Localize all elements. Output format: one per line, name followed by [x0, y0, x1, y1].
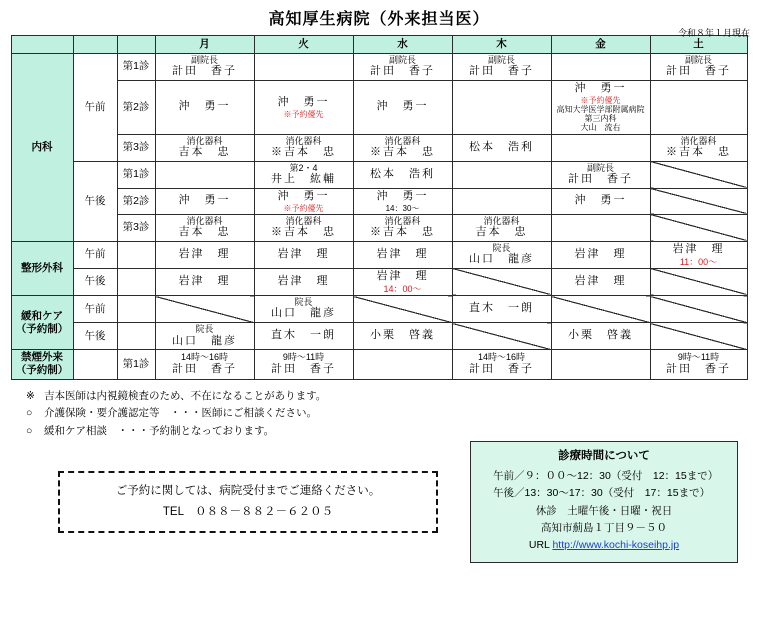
- schedule-cell-mon: 岩津 理: [155, 241, 254, 268]
- clinic-address: 高知市薊島１丁目９－５０: [541, 521, 667, 534]
- schedule-cell-sat: 消化器科 ※吉本 忠: [650, 134, 747, 161]
- schedule-cell-mon: 岩津 理: [155, 268, 254, 295]
- reservation-box: [58, 471, 438, 533]
- schedule-cell-sat: 岩津 理 11：00～: [650, 241, 747, 268]
- schedule-cell-mon: 副院長 計田 香子: [155, 54, 254, 81]
- note-mark: ※: [26, 389, 35, 402]
- schedule-cell-wed: 沖 勇一: [353, 81, 452, 135]
- schedule-cell-fri: [551, 296, 650, 323]
- schedule-cell-mon: [155, 161, 254, 188]
- clinic-number: [117, 323, 155, 350]
- clinic-number: [117, 268, 155, 295]
- schedule-cell-fri: 沖 勇一 ※予約優先 高知大学医学部附属病院 第三内科 大山 流右: [551, 81, 650, 135]
- table-row: [11, 81, 747, 135]
- ampm-label-pm: 午後: [73, 161, 117, 241]
- schedule-cell-wed: [353, 296, 452, 323]
- schedule-cell-thu: 院長 山口 龍彦: [452, 241, 551, 268]
- schedule-cell-tue: 岩津 理: [254, 241, 353, 268]
- column-header-thu: 木: [452, 36, 551, 54]
- clinic-hours-title: 診療時間について: [558, 450, 650, 463]
- clinic-number: [117, 296, 155, 323]
- clinic-hours-closed: 休診 土曜午後・日曜・祝日: [535, 504, 673, 517]
- table-row: [11, 161, 747, 188]
- schedule-cell-wed: [353, 350, 452, 379]
- schedule-cell-sat: [650, 188, 747, 214]
- reservation-phone: TEL ０８８－８８２－６２０５: [162, 506, 334, 519]
- schedule-cell-sat: [650, 81, 747, 135]
- schedule-cell-fri: 小栗 啓義: [551, 323, 650, 350]
- table-row: [11, 134, 747, 161]
- notes-list: [26, 388, 758, 442]
- schedule-cell-tue: 第2・4 井上 紘輔: [254, 161, 353, 188]
- schedule-cell-fri: 沖 勇一: [551, 188, 650, 214]
- column-header-fri: 金: [551, 36, 650, 54]
- schedule-cell-tue: 直木 一朗: [254, 323, 353, 350]
- ampm-label-am: 午前: [73, 241, 117, 268]
- schedule-cell-mon: 14時～16時 計田 香子: [155, 350, 254, 379]
- schedule-cell-mon: 消化器科 吉本 忠: [155, 214, 254, 241]
- page-title: 高知厚生病院（外来担当医）: [268, 11, 490, 28]
- schedule-cell-wed: 消化器科 ※吉本 忠: [353, 134, 452, 161]
- table-row: [11, 241, 747, 268]
- schedule-cell-fri: [551, 350, 650, 379]
- table-header-row: [11, 36, 747, 54]
- schedule-cell-wed: 岩津 理 14：00～: [353, 268, 452, 295]
- schedule-cell-fri: 副院長 計田 香子: [551, 161, 650, 188]
- note-item: [26, 423, 758, 441]
- clinic-number: 第3診: [117, 134, 155, 161]
- clinic-number: 第2診: [117, 81, 155, 135]
- table-row: [11, 323, 747, 350]
- schedule-cell-thu: 松本 浩利: [452, 134, 551, 161]
- schedule-cell-mon: 沖 勇一: [155, 81, 254, 135]
- ampm-label-am: 午前: [73, 54, 117, 162]
- schedule-cell-sat: [650, 323, 747, 350]
- schedule-cell-fri: [551, 214, 650, 241]
- table-row: [11, 296, 747, 323]
- table-row: [11, 188, 747, 214]
- clinic-url-row: [479, 537, 729, 554]
- ampm-label-pm: 午後: [73, 268, 117, 295]
- schedule-cell-sat: [650, 268, 747, 295]
- clinic-hours-morning: 午前／９：００～12：30（受付 12：15まで）: [493, 470, 719, 482]
- clinic-number: 第2診: [117, 188, 155, 214]
- note-mark: ○: [26, 425, 33, 438]
- clinic-number: 第3診: [117, 214, 155, 241]
- column-header-mon: 月: [155, 36, 254, 54]
- schedule-cell-thu: [452, 161, 551, 188]
- schedule-cell-wed: 沖 勇一 14：30～: [353, 188, 452, 214]
- schedule-cell-tue: [254, 54, 353, 81]
- note-text: 吉本医師は内視鏡検査のため、不在になることがあります。: [44, 389, 327, 402]
- clinic-website-link[interactable]: http://www.kochi-koseihp.jp: [552, 539, 680, 552]
- note-text: 緩和ケア相談 ・・・予約制となっております。: [44, 425, 275, 438]
- schedule-cell-mon: [155, 296, 254, 323]
- schedule-cell-fri: 岩津 理: [551, 241, 650, 268]
- schedule-cell-wed: 小栗 啓義: [353, 323, 452, 350]
- schedule-body: [11, 54, 747, 380]
- url-label: URL: [528, 539, 550, 552]
- schedule-cell-sat: 9時～11時 計田 香子: [650, 350, 747, 379]
- reservation-line-1: ご予約に関しては、病院受付までご連絡ください。: [115, 485, 381, 498]
- schedule-cell-wed: 松本 浩利: [353, 161, 452, 188]
- as-of-date: 令和８年１月現在: [677, 28, 750, 38]
- table-row: [11, 214, 747, 241]
- dept-label: 整形外科: [11, 241, 73, 295]
- schedule-cell-thu: 直木 一朗: [452, 296, 551, 323]
- schedule-cell-wed: 消化器科 ※吉本 忠: [353, 214, 452, 241]
- schedule-cell-sat: 副院長 計田 香子: [650, 54, 747, 81]
- bottom-section: [0, 447, 758, 567]
- corner-cell: [11, 36, 73, 54]
- schedule-cell-tue: 沖 勇一 ※予約優先: [254, 188, 353, 214]
- dept-label: 禁煙外来 （予約制）: [11, 350, 73, 379]
- schedule-cell-tue: 9時～11時 計田 香子: [254, 350, 353, 379]
- schedule-cell-sat: [650, 214, 747, 241]
- corner-cell-2: [73, 36, 117, 54]
- column-header-tue: 火: [254, 36, 353, 54]
- schedule-cell-tue: 消化器科 ※吉本 忠: [254, 134, 353, 161]
- table-row: [11, 350, 747, 379]
- schedule-cell-sat: [650, 161, 747, 188]
- table-row: [11, 54, 747, 81]
- clinic-number: 第1診: [117, 161, 155, 188]
- clinic-hours-box: [470, 441, 738, 563]
- schedule-cell-tue: 岩津 理: [254, 268, 353, 295]
- schedule-cell-fri: [551, 54, 650, 81]
- clinic-number: 第1診: [117, 54, 155, 81]
- schedule-cell-fri: [551, 134, 650, 161]
- corner-cell-3: [117, 36, 155, 54]
- schedule-cell-tue: 院長 山口 龍彦: [254, 296, 353, 323]
- schedule-cell-mon: 院長 山口 龍彦: [155, 323, 254, 350]
- schedule-cell-thu: [452, 268, 551, 295]
- clinic-hours-afternoon: 午後／13：30～17：30（受付 17：15まで）: [493, 487, 711, 500]
- schedule-cell-wed: 副院長 計田 香子: [353, 54, 452, 81]
- dept-label: 内科: [11, 54, 73, 242]
- column-header-sat: 土: [650, 36, 747, 54]
- note-mark: ○: [26, 407, 33, 420]
- schedule-cell-thu: [452, 323, 551, 350]
- clinic-number: 第1診: [117, 350, 155, 379]
- schedule-cell-tue: 沖 勇一 ※予約優先: [254, 81, 353, 135]
- schedule-cell-thu: [452, 81, 551, 135]
- schedule-cell-thu: 副院長 計田 香子: [452, 54, 551, 81]
- dept-label: 緩和ケア （予約制）: [11, 296, 73, 350]
- schedule-cell-mon: 沖 勇一: [155, 188, 254, 214]
- schedule-cell-thu: 消化器科 吉本 忠: [452, 214, 551, 241]
- ampm-label: [73, 350, 117, 379]
- schedule-cell-tue: 消化器科 ※吉本 忠: [254, 214, 353, 241]
- schedule-cell-thu: 14時～16時 計田 香子: [452, 350, 551, 379]
- column-header-wed: 水: [353, 36, 452, 54]
- table-row: [11, 268, 747, 295]
- schedule-cell-thu: [452, 188, 551, 214]
- note-text: 介護保険・要介護認定等 ・・・医師にご相談ください。: [44, 407, 317, 420]
- schedule-cell-wed: 岩津 理: [353, 241, 452, 268]
- ampm-label-pm: 午後: [73, 323, 117, 350]
- note-item: [26, 388, 758, 406]
- note-item: [26, 405, 758, 423]
- schedule-cell-fri: 岩津 理: [551, 268, 650, 295]
- schedule-cell-sat: [650, 296, 747, 323]
- schedule-table: [11, 35, 748, 380]
- clinic-number: [117, 241, 155, 268]
- ampm-label-am: 午前: [73, 296, 117, 323]
- schedule-cell-mon: 消化器科 吉本 忠: [155, 134, 254, 161]
